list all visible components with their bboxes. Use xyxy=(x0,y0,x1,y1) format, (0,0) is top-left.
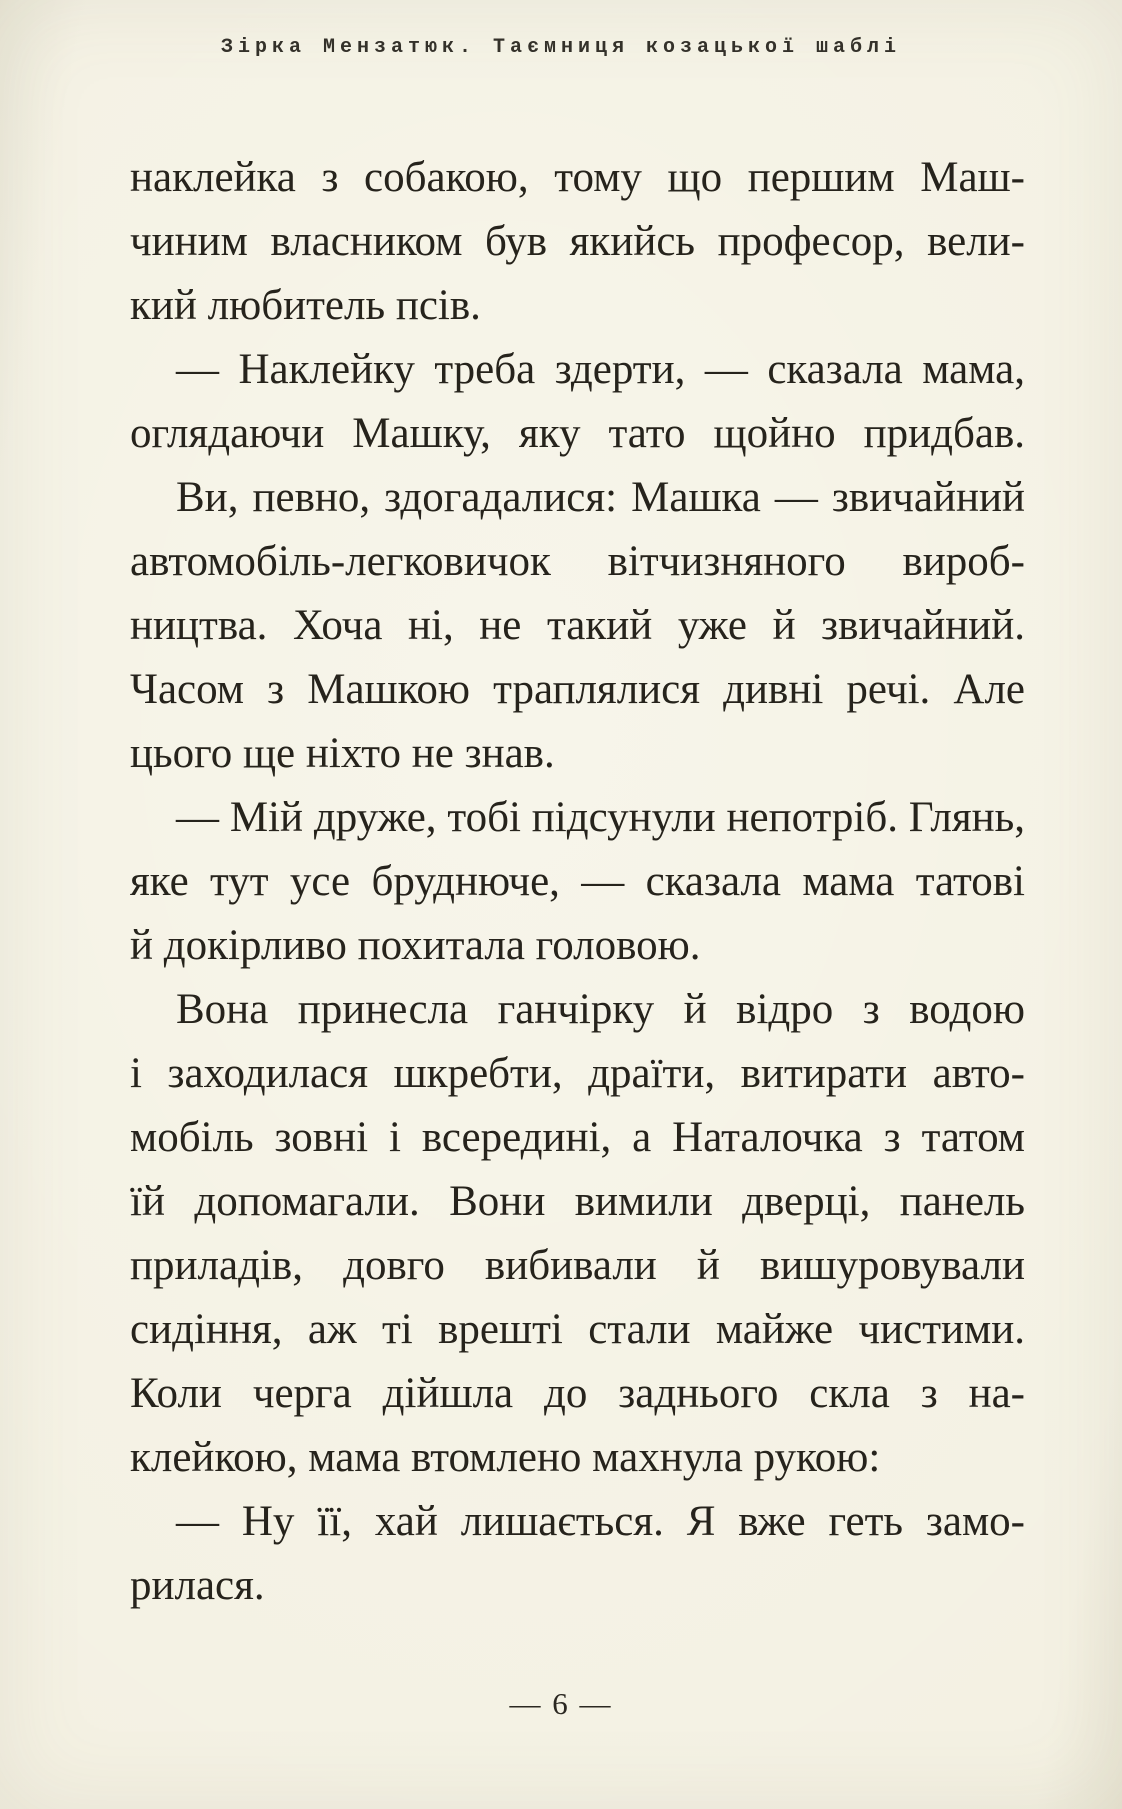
text-line: Вона принесла ганчірку й відро з водою xyxy=(176,986,1025,1033)
text-line: цього ще ніхто не знав. xyxy=(130,730,555,777)
text-line: ництва. Хоча ні, не такий уже й звичайний. xyxy=(130,602,1025,649)
page-text xyxy=(130,146,1025,1618)
text-line: рилася. xyxy=(130,1562,265,1609)
text-line: яке тут усе бруднюче, — сказала мама татові xyxy=(130,858,1025,905)
text-line: Коли черга дійшла до заднього скла з на- xyxy=(130,1370,1025,1417)
running-head: Зірка Мензатюк. Таємниця козацької шаблі xyxy=(220,36,902,59)
text-line: їй допомагали. Вони вимили дверці, панель xyxy=(130,1178,1025,1225)
text-line: кий любитель псів. xyxy=(130,282,481,329)
text-line: Часом з Машкою траплялися дивні речі. Але xyxy=(130,666,1025,713)
text-line: чиним власником був якийсь професор, вели- xyxy=(130,218,1025,265)
text-line: — Наклейку треба здерти, — сказала мама, xyxy=(176,346,1025,393)
text-line: мобіль зовні і всередині, а Наталочка з татом xyxy=(130,1114,1025,1161)
text-line: — Мій друже, тобі підсунули непотріб. Глянь, xyxy=(176,794,1025,841)
text-line: приладів, довго вибивали й вишуровували xyxy=(130,1242,1025,1289)
text-line: Ви, певно, здогадалися: Машка — звичайний xyxy=(176,474,1025,521)
text-line: наклейка з собакою, тому що першим Маш- xyxy=(130,154,1025,201)
text-line: сидіння, аж ті врешті стали майже чистими. xyxy=(130,1306,1025,1353)
text-line: оглядаючи Машку, яку тато щойно придбав. xyxy=(130,410,1025,457)
text-line: й докірливо похитала головою. xyxy=(130,922,701,969)
text-line: — Ну її, хай лишається. Я вже геть замо- xyxy=(176,1498,1025,1545)
text-line: автомобіль-легковичок вітчизняного вироб- xyxy=(130,538,1025,585)
page-number: — 6 — xyxy=(509,1686,613,1721)
text-line: і заходилася шкребти, драїти, витирати авто- xyxy=(130,1050,1025,1097)
text-line: клейкою, мама втомлено махнула рукою: xyxy=(130,1434,881,1481)
